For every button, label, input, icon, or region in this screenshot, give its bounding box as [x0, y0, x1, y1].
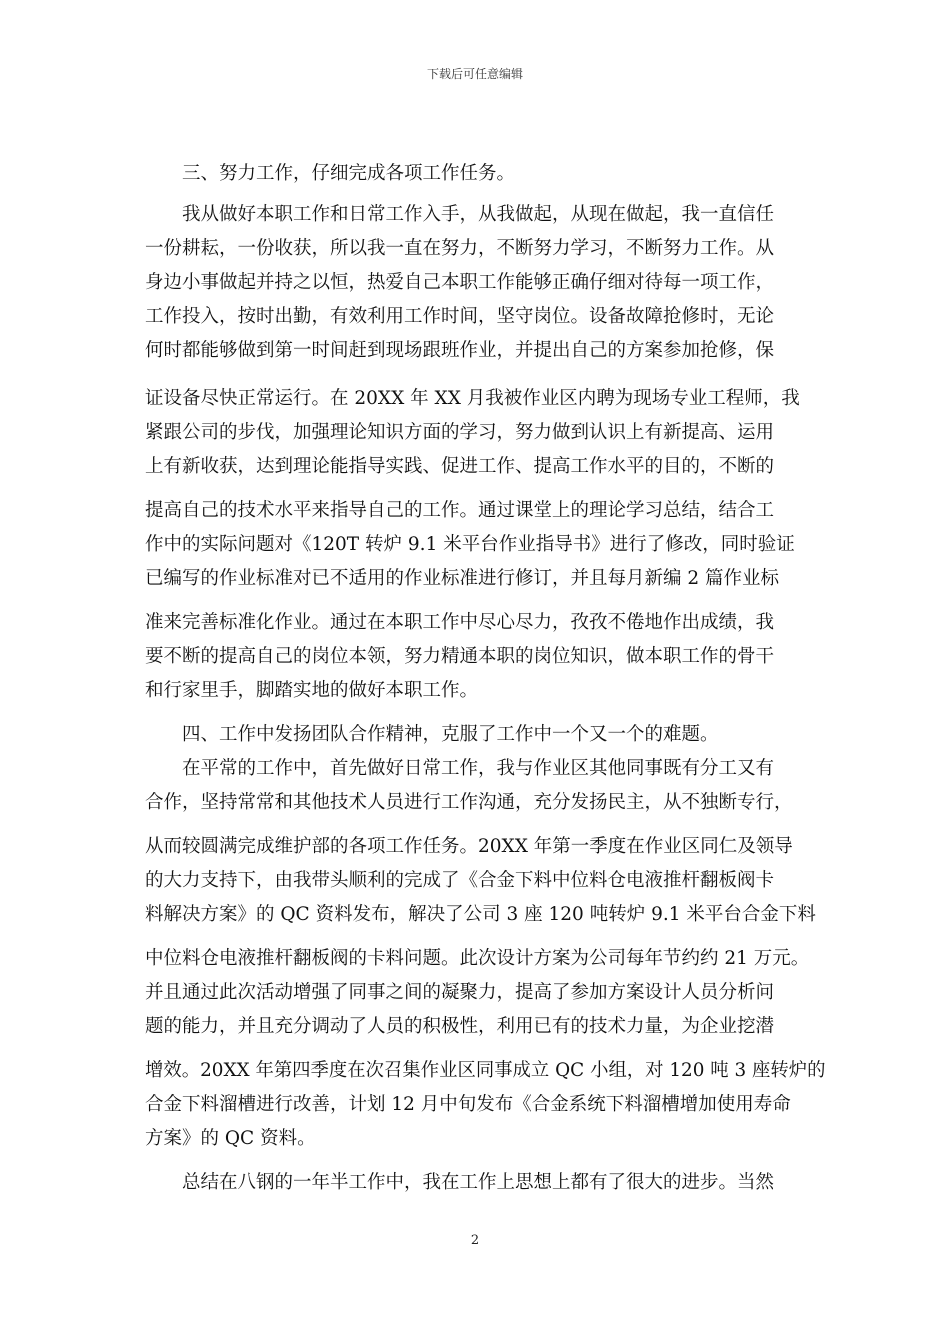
- text-line: 身边小事做起并持之以恒，热爱自己本职工作能够正确仔细对待每一项工作，: [145, 272, 775, 293]
- page-number: 2: [470, 1233, 480, 1248]
- text-line: 总结在八钢的一年半工作中，我在工作上思想上都有了很大的进步。当然: [145, 1172, 775, 1193]
- text-line: 四、工作中发扬团队合作精神，克服了工作中一个又一个的难题。: [145, 724, 719, 745]
- text-line: 的大力支持下，由我带头顺利的完成了《合金下料中位料仓电液推杆翻板阀卡: [145, 870, 775, 891]
- text-line: 提高自己的技术水平来指导自己的工作。通过课堂上的理论学习总结，结合工: [145, 500, 775, 521]
- text-line: 料解决方案》的 QC 资料发布，解决了公司 3 座 120 吨转炉 9.1 米平台合金下料: [145, 904, 816, 925]
- text-line: 并且通过此次活动增强了同事之间的凝聚力，提高了参加方案设计人员分析问: [145, 982, 775, 1003]
- text-line: 已编写的作业标准对已不适用的作业标准进行修订，并且每月新编 2 篇作业标: [145, 568, 780, 589]
- text-line: 增效。20XX 年第四季度在次召集作业区同事成立 QC 小组，对 120 吨 3 座转炉的: [145, 1060, 826, 1081]
- text-line: 方案》的 QC 资料。: [145, 1128, 316, 1149]
- page-header: 下载后可任意编辑: [426, 67, 523, 81]
- text-line: 作中的实际问题对《120T 转炉 9.1 米平台作业指导书》进行了修改，同时验证: [145, 534, 795, 555]
- text-line: 要不断的提高自己的岗位本领，努力精通本职的岗位知识，做本职工作的骨干: [145, 646, 775, 667]
- text-line: 紧跟公司的步伐，加强理论知识方面的学习，努力做到认识上有新提高、运用: [145, 422, 775, 443]
- text-line: 准来完善标准化作业。通过在本职工作中尽心尽力，孜孜不倦地作出成绩，我: [145, 612, 775, 633]
- text-line: 在平常的工作中，首先做好日常工作，我与作业区其他同事既有分工又有: [145, 758, 775, 779]
- text-line: 从而较圆满完成维护部的各项工作任务。20XX 年第一季度在作业区同仁及领导: [145, 836, 793, 857]
- text-line: 上有新收获，达到理论能指导实践、促进工作、提高工作水平的目的，不断的: [145, 456, 775, 477]
- text-line: 合金下料溜槽进行改善，计划 12 月中旬发布《合金系统下料溜槽增加使用寿命: [145, 1094, 791, 1115]
- text-line: 合作，坚持常常和其他技术人员进行工作沟通，充分发扬民主，从不独断专行，: [145, 792, 793, 813]
- text-line: 三、努力工作，仔细完成各项工作任务。: [145, 163, 516, 184]
- text-line: 证设备尽快正常运行。在 20XX 年 XX 月我被作业区内聘为现场专业工程师，我: [145, 388, 800, 409]
- text-line: 何时都能够做到第一时间赶到现场跟班作业，并提出自己的方案参加抢修，保: [145, 340, 775, 361]
- text-line: 和行家里手，脚踏实地的做好本职工作。: [145, 680, 479, 701]
- text-line: 一份耕耘，一份收获，所以我一直在努力，不断努力学习，不断努力工作。从: [145, 238, 775, 259]
- text-line: 中位料仓电液推杆翻板阀的卡料问题。此次设计方案为公司每年节约约 21 万元。: [145, 948, 810, 969]
- text-line: 我从做好本职工作和日常工作入手，从我做起，从现在做起，我一直信任: [145, 204, 775, 225]
- text-line: 工作投入，按时出勤，有效利用工作时间，坚守岗位。设备故障抢修时，无论: [145, 306, 775, 327]
- text-line: 题的能力，并且充分调动了人员的积极性，利用已有的技术力量，为企业挖潜: [145, 1016, 775, 1037]
